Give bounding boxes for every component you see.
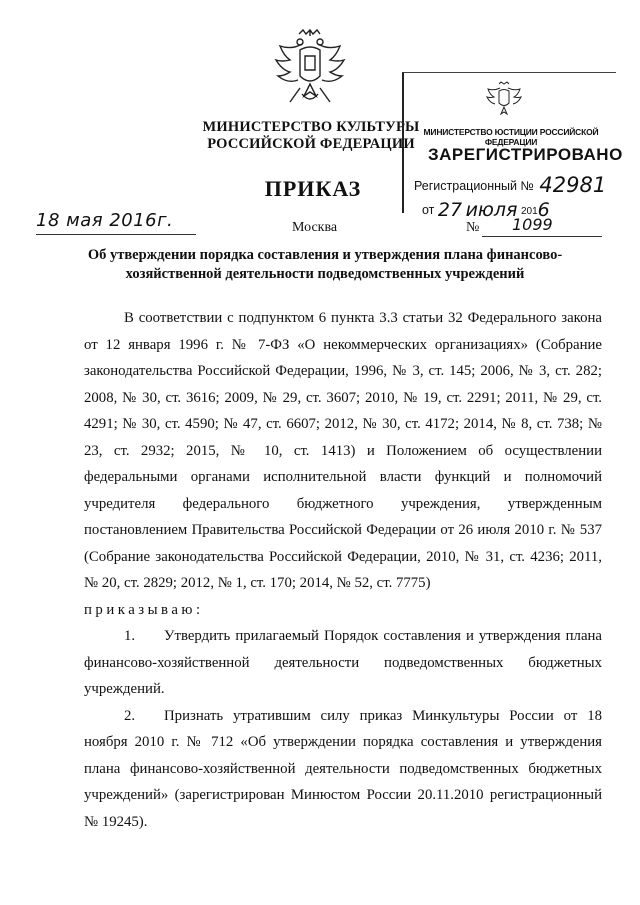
item-text: Утвердить прилагаемый Порядок составления и утверждения плана финансово-хозяйственной деятельности подведомственных бюджетных учреждений. <box>84 628 602 697</box>
stamp-authority: МИНИСТЕРСТВО ЮСТИЦИИ РОССИЙСКОЙ ФЕДЕРАЦИИ <box>423 127 599 147</box>
registration-stamp <box>402 72 623 221</box>
order-date: 18 мая 2016г. <box>36 210 174 231</box>
reg-date-month: июля <box>465 199 518 221</box>
reg-number-label: Регистрационный № <box>414 179 534 193</box>
item-number: 1. <box>124 628 136 644</box>
item-text: Признать утратившим силу приказ Минкультуры России от 18 ноября 2010 г. № 712 «Об утверждении порядка составления и утверждения плана финансово-хозяйственной деятельности подведомственных бюджетных учреждений» (зарегистрирован Минюстом России 20.11.2010 регистрационный № 19245). <box>84 707 602 830</box>
stamp-registered-label: ЗАРЕГИСТРИРОВАНО <box>428 145 623 164</box>
coat-of-arms-emblem <box>272 28 348 116</box>
stamp-emblem-icon <box>486 81 522 121</box>
intro-paragraph: В соответствии с подпунктом 6 пункта 3.3 статьи 32 Федерального закона от 12 января 1996 г. № 7-ФЗ «О некоммерческих организациях» (Собрание законодательства Российской Федерации, 1996, № 3, ст. 145; 2006, № 3, ст. 282; 2008, № 30, ст. 3616; 2009, № 29, ст. 3607; 2010, № 19, ст. 2291; 2011, № 29, ст. 4291; № 30, ст. 4590; № 47, ст. 6607; 2012, № 30, ст. 4172; 2014, № 8, ст. 738; № 23, ст. 2932; 2015, № 10, ст. 1413) и Положением об осуществлении федеральными органами исполнительной власти функций и полномочий учредителя федерального бюджетного учреждения, утвержденным постановлением Правительства Российской Федерации от 26 июля 2010 г. № 537 (Собрание законодательства Российской Федерации, 2010, № 31, ст. 4236; 2011, № 20, ст. 2829; 2012, № 1, ст. 170; 2014, № 52, ст. 7775) <box>84 310 602 591</box>
reg-date-day: 27 <box>437 199 463 221</box>
order-number-label: № <box>466 220 480 235</box>
heading-line-2: хозяйственной деятельности подведомственных учреждений <box>125 266 525 282</box>
reg-date-year-hand: 6 <box>537 199 550 221</box>
order-number: 1099 <box>512 215 553 234</box>
ministry-line-2: РОССИЙСКОЙ ФЕДЕРАЦИИ <box>207 136 415 152</box>
list-item <box>84 703 602 836</box>
list-item <box>84 623 602 703</box>
document-body <box>84 305 602 835</box>
date-underline <box>36 234 196 235</box>
stamp-registration-number <box>414 171 606 195</box>
heading-line-1: Об утверждении порядка составления и утверждения плана финансово- <box>87 247 563 263</box>
reg-number-handwritten: 42981 <box>539 173 607 197</box>
item-number: 2. <box>124 707 136 724</box>
number-underline <box>482 236 602 237</box>
city: Москва <box>292 220 338 235</box>
order-title: ПРИКАЗ <box>264 176 362 201</box>
document-heading <box>40 246 610 284</box>
reg-date-year-printed: 201 <box>520 206 538 217</box>
ministry-line-1: МИНИСТЕРСТВО КУЛЬТУРЫ <box>202 119 420 135</box>
ministry-name <box>200 119 422 153</box>
command-word: приказываю: <box>84 601 204 618</box>
reg-date-prefix: от <box>422 203 435 217</box>
